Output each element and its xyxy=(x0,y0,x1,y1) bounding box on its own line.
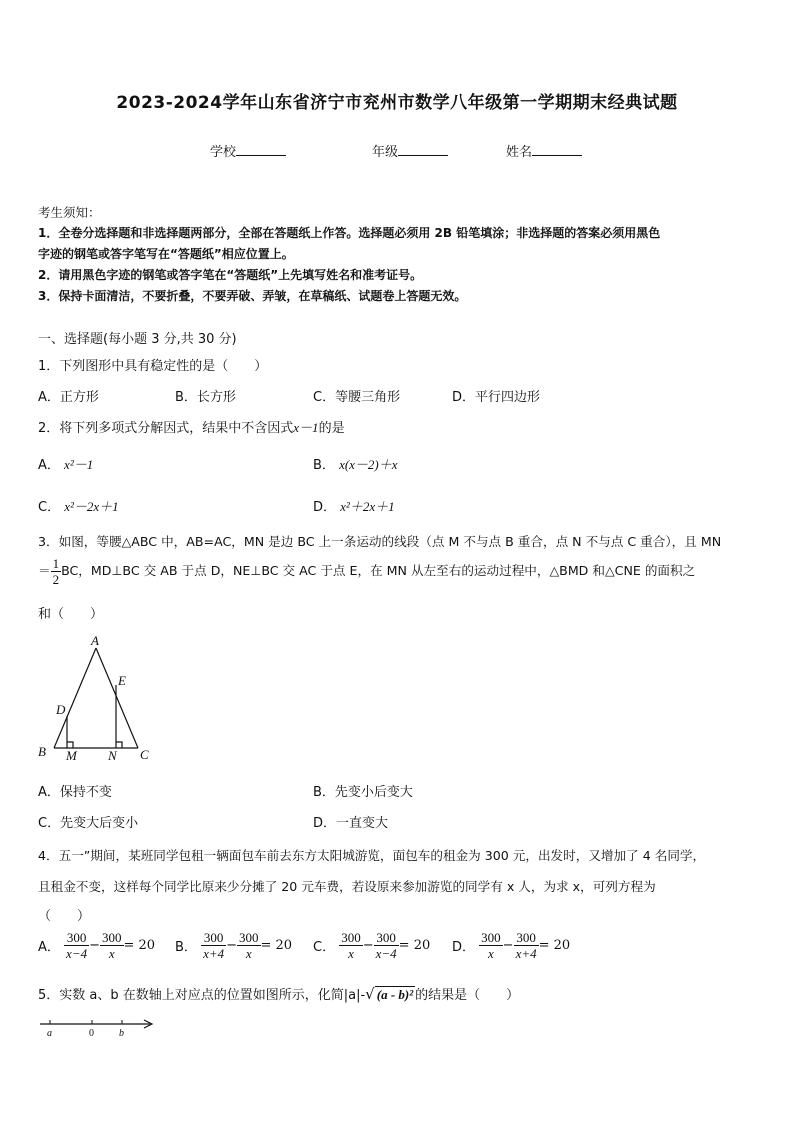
q4-b-n1: 300 xyxy=(201,930,226,946)
q4-c-n2: 300 xyxy=(374,930,399,946)
q5-stem: 5．实数 a、b 在数轴上对应点的位置如图所示，化简|a|-√ (a - b)² 的结果是（ ） xyxy=(38,985,520,1003)
school-blank[interactable] xyxy=(236,143,286,156)
q4-d-frac2 xyxy=(514,930,539,961)
q4-d-frac1 xyxy=(479,930,503,961)
q4-d-n2: 300 xyxy=(514,930,539,946)
q4-a-d2: x xyxy=(108,946,115,961)
q3-line2-post: BC，MD⊥BC 交 AB 于点 D，NE⊥BC 交 AC 于点 E，在 MN 从左至右的运动过程中，△BMD 和△CNE 的面积之 xyxy=(61,563,696,578)
q1-option-a[interactable]: A．正方形 xyxy=(38,390,99,405)
q4-option-b[interactable]: B． $\frac{300}{x+4}$ − $\frac{300}{x}$ = 20 xyxy=(175,930,293,961)
grade-label: 年级 xyxy=(372,145,399,160)
q2-b-expr: x(x－2)＋x xyxy=(339,457,398,472)
q1-option-c[interactable]: C．等腰三角形 xyxy=(313,390,401,405)
q4-d-rhs: = 20 xyxy=(538,938,571,953)
name-blank[interactable] xyxy=(532,143,582,156)
label-a: A xyxy=(91,636,99,648)
q4-c-label: C． xyxy=(313,940,336,955)
label-b: B xyxy=(38,744,46,759)
q2-factor: x－1 xyxy=(293,420,319,435)
notice-heading: 考生须知： xyxy=(38,205,101,220)
side-ac xyxy=(96,648,138,748)
q3-option-b[interactable]: B．先变小后变大 xyxy=(313,785,413,800)
q4-c-rhs: = 20 xyxy=(398,938,431,953)
q4-line-2: 且租金不变，这样每个同学比原来少分摊了 20 元车费，若设原来参加游览的同学有 x 人，为求 x，可列方程为 xyxy=(38,879,656,894)
q2-option-d[interactable] xyxy=(313,496,395,515)
q2-option-b[interactable] xyxy=(313,454,398,473)
q2-d-label: D． xyxy=(313,500,337,515)
q4-d-d2: x+4 xyxy=(515,946,537,961)
q3-frac-num: 1 xyxy=(52,556,60,571)
q4-d-label: D． xyxy=(452,940,476,955)
q2-b-label: B． xyxy=(313,458,335,473)
q3-fraction xyxy=(51,556,62,587)
q4-b-d2: x xyxy=(245,946,252,961)
notice-line-1b: 字迹的钢笔或答字笔写在“答题纸”相应位置上。 xyxy=(38,247,294,261)
q3-line-1: 3．如图，等腰△ABC 中，AB=AC，MN 是边 BC 上一条运动的线段（点 M 不与点 B 重合，点 N 不与点 C 重合），且 MN xyxy=(38,534,722,549)
q4-c-d2: x−4 xyxy=(375,946,397,961)
label-c: C xyxy=(140,747,149,762)
right-angle-n xyxy=(116,742,122,748)
notice-line-2: 2．请用黑色字迹的钢笔或答字笔在“答题纸”上先填写姓名和准考证号。 xyxy=(38,268,423,282)
q4-b-frac1 xyxy=(201,930,226,961)
school-field[interactable] xyxy=(210,141,286,160)
q2-c-expr: x²－2x＋1 xyxy=(64,499,119,514)
q4-a-rhs: = 20 xyxy=(123,938,156,953)
q4-c-n1: 300 xyxy=(341,930,361,945)
side-ab xyxy=(54,648,96,748)
q4-line-1: 4．五一”期间，某班同学包租一辆面包车前去东方太阳城游览，面包车的租金为 300 元，出发时，又增加了 4 名同学， xyxy=(38,848,706,863)
axis-label-zero: 0 xyxy=(89,1028,94,1039)
label-e: E xyxy=(118,673,126,688)
q5-radical: (a - b)² xyxy=(376,987,414,1002)
q3-option-c[interactable]: C．先变大后变小 xyxy=(38,816,139,831)
q4-a-frac2 xyxy=(100,930,124,961)
q4-option-d[interactable]: D． $\frac{300}{x}$ − $\frac{300}{x+4}$ = 20 xyxy=(452,930,571,961)
q4-b-n2: 300 xyxy=(239,930,259,945)
q4-a-frac1 xyxy=(64,930,89,961)
notice-line-1: 1．全卷分选择题和非选择题两部分，全部在答题纸上作答。选择题必须用 2B 铅笔填涂；非选择题的答案必须用黑色 xyxy=(38,226,661,240)
q3-option-d[interactable]: D．一直变大 xyxy=(313,816,389,831)
q4-c-frac2 xyxy=(374,930,399,961)
q3-frac-den: 2 xyxy=(52,572,60,587)
page-title: 2023-2024学年山东省济宁市兖州市数学八年级第一学期期末经典试题 xyxy=(116,93,678,113)
q3-option-a[interactable]: A．保持不变 xyxy=(38,785,112,800)
q4-c-d1: x xyxy=(348,946,354,961)
q4-option-c[interactable]: C． $\frac{300}{x}$ − $\frac{300}{x-4}$ = 20 xyxy=(313,930,431,961)
q2-stem xyxy=(38,417,345,436)
q2-c-label: C． xyxy=(38,500,61,515)
q4-b-d1: x+4 xyxy=(203,946,225,961)
name-label: 姓名 xyxy=(506,145,533,160)
axis-label-a: a xyxy=(47,1028,52,1039)
q4-b-rhs: = 20 xyxy=(260,938,293,953)
grade-field[interactable] xyxy=(372,141,448,160)
q3-line-3: 和（ ） xyxy=(38,607,104,622)
q4-option-a[interactable]: A． $\frac{300}{x-4}$ − $\frac{300}{x}$ = 20 xyxy=(38,930,156,961)
q2-option-c[interactable] xyxy=(38,496,119,515)
q4-d-n1: 300 xyxy=(481,930,501,945)
q1-stem: 1．下列图形中具有稳定性的是（ ） xyxy=(38,359,268,374)
q4-a-label: A． xyxy=(38,940,60,955)
name-field[interactable] xyxy=(506,141,582,160)
label-m: M xyxy=(66,748,77,763)
q1-option-d[interactable]: D．平行四边形 xyxy=(452,390,541,405)
q2-stem-post: 的是 xyxy=(318,421,345,436)
q4-b-label: B． xyxy=(175,940,197,955)
q3-line2-pre: ＝ xyxy=(38,563,51,578)
q2-d-expr: x²＋2x＋1 xyxy=(340,499,395,514)
q4-a-n1: 300 xyxy=(64,930,89,946)
notice-line-3: 3．保持卡面清洁，不要折叠，不要弄破、弄皱，在草稿纸、试题卷上答题无效。 xyxy=(38,289,467,303)
q1-option-b[interactable]: B．长方形 xyxy=(175,390,236,405)
q5-number-line xyxy=(36,1016,160,1042)
section-heading: 一、选择题(每小题 3 分,共 30 分) xyxy=(38,332,237,347)
axis-label-b: b xyxy=(119,1028,124,1039)
q4-d-d1: x xyxy=(488,946,494,961)
q5-stem-post: 的结果是（ ） xyxy=(415,988,520,1003)
q2-stem-pre: 2．将下列多项式分解因式，结果中不含因式 xyxy=(38,421,294,436)
q4-c-frac1 xyxy=(339,930,363,961)
q2-option-a[interactable] xyxy=(38,454,93,473)
q3-triangle-figure xyxy=(36,636,166,766)
q4-a-d1: x−4 xyxy=(66,946,88,961)
q2-a-label: A． xyxy=(38,458,60,473)
school-label: 学校 xyxy=(210,145,237,160)
q5-stem-pre: 5．实数 a、b 在数轴上对应点的位置如图所示，化简|a|- xyxy=(38,988,366,1003)
grade-blank[interactable] xyxy=(398,143,448,156)
q4-line-3: （ ） xyxy=(38,909,91,924)
label-n: N xyxy=(108,748,117,763)
label-d: D xyxy=(56,702,66,717)
q2-a-expr: x²－1 xyxy=(64,457,94,472)
q4-a-n2: 300 xyxy=(102,930,122,945)
q3-line-2 xyxy=(38,556,695,587)
q4-b-frac2 xyxy=(237,930,261,961)
